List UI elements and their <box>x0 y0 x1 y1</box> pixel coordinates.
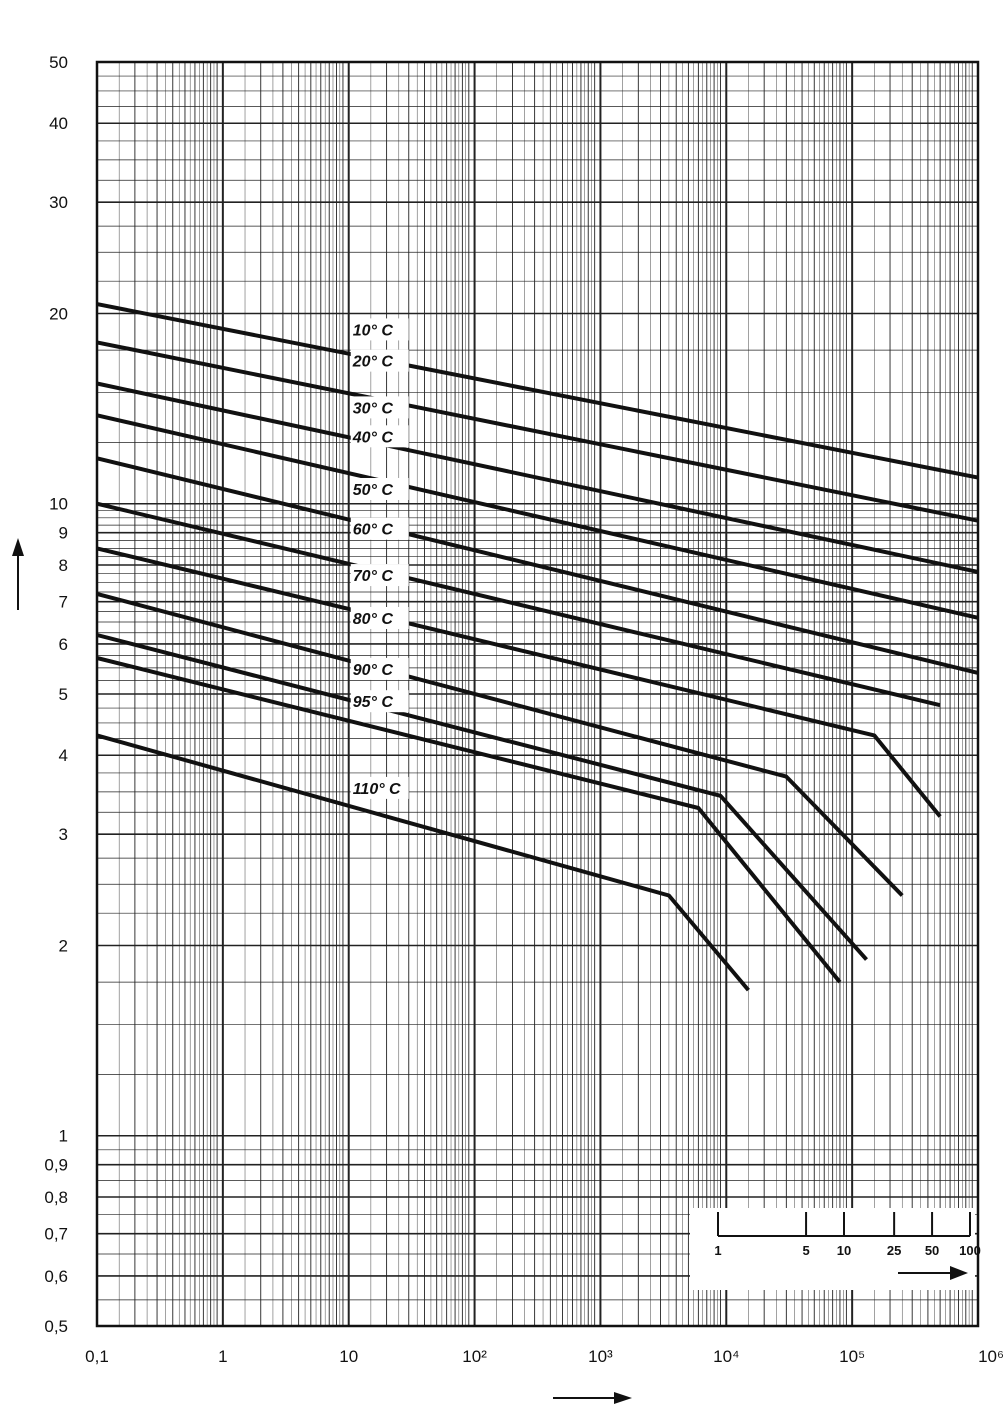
y-tick-label: 20 <box>49 304 68 324</box>
y-tick-label: 0,5 <box>44 1317 68 1336</box>
y-tick-label: 0,6 <box>44 1266 68 1286</box>
x-tick-label: 1 <box>218 1347 228 1366</box>
inset-tick-label: 100 <box>959 1243 981 1258</box>
x-tick-label: 10⁵ <box>839 1347 866 1366</box>
y-axis-tick-labels <box>44 53 68 1336</box>
series-line <box>97 304 978 478</box>
series-label: 110° C <box>352 780 401 798</box>
x-axis-arrow-icon <box>614 1392 632 1404</box>
x-tick-label: 0,1 <box>85 1347 109 1366</box>
y-tick-label: 7 <box>58 592 68 612</box>
series-label: 10° C <box>352 322 393 340</box>
y-tick-label: 50 <box>49 53 68 72</box>
series-line <box>97 635 867 960</box>
series-line <box>97 384 978 572</box>
y-tick-label: 8 <box>58 555 68 575</box>
series-label: 80° C <box>352 610 393 628</box>
inset-tick-label: 1 <box>714 1243 722 1258</box>
series-line <box>97 342 978 520</box>
y-tick-label: 2 <box>58 936 68 956</box>
inset-tick-label: 5 <box>802 1243 810 1258</box>
series-label: 50° C <box>352 481 393 499</box>
y-tick-label: 0,7 <box>44 1224 68 1244</box>
x-tick-label: 10⁴ <box>713 1347 740 1366</box>
grid <box>97 62 978 1326</box>
y-tick-label: 4 <box>58 746 68 766</box>
y-tick-label: 3 <box>58 825 68 845</box>
y-tick-label: 5 <box>58 685 68 704</box>
series-group <box>97 304 978 990</box>
inset-tick-label: 25 <box>886 1243 902 1258</box>
y-tick-label: 0,8 <box>44 1187 68 1207</box>
x-tick-label: 10 <box>339 1347 359 1366</box>
y-axis-arrow-icon <box>12 538 24 556</box>
series-label: 30° C <box>352 400 393 418</box>
y-tick-label: 1 <box>58 1126 68 1146</box>
series-label: 20° C <box>352 353 393 371</box>
series-label: 90° C <box>352 661 393 679</box>
y-tick-label: 40 <box>49 114 68 134</box>
x-tick-label: 10³ <box>588 1347 613 1366</box>
x-tick-label: 10² <box>462 1347 487 1366</box>
series-label: 70° C <box>352 568 393 586</box>
series-label: 60° C <box>352 521 393 539</box>
y-tick-label: 6 <box>58 634 68 654</box>
y-tick-label: 9 <box>58 523 68 543</box>
series-label: 40° C <box>352 429 393 447</box>
x-tick-label: 10⁶ <box>978 1347 1004 1366</box>
inset-tick-label: 10 <box>836 1243 852 1258</box>
series-line <box>97 594 902 896</box>
series-label: 95° C <box>352 694 393 712</box>
y-tick-label: 10 <box>49 494 68 514</box>
y-tick-label: 30 <box>49 193 68 213</box>
inset-tick-label: 50 <box>924 1243 940 1258</box>
y-tick-label: 0,9 <box>44 1155 68 1175</box>
series-line <box>97 415 978 618</box>
x-axis-tick-labels <box>85 1347 1004 1366</box>
inset-scale <box>690 1208 981 1290</box>
